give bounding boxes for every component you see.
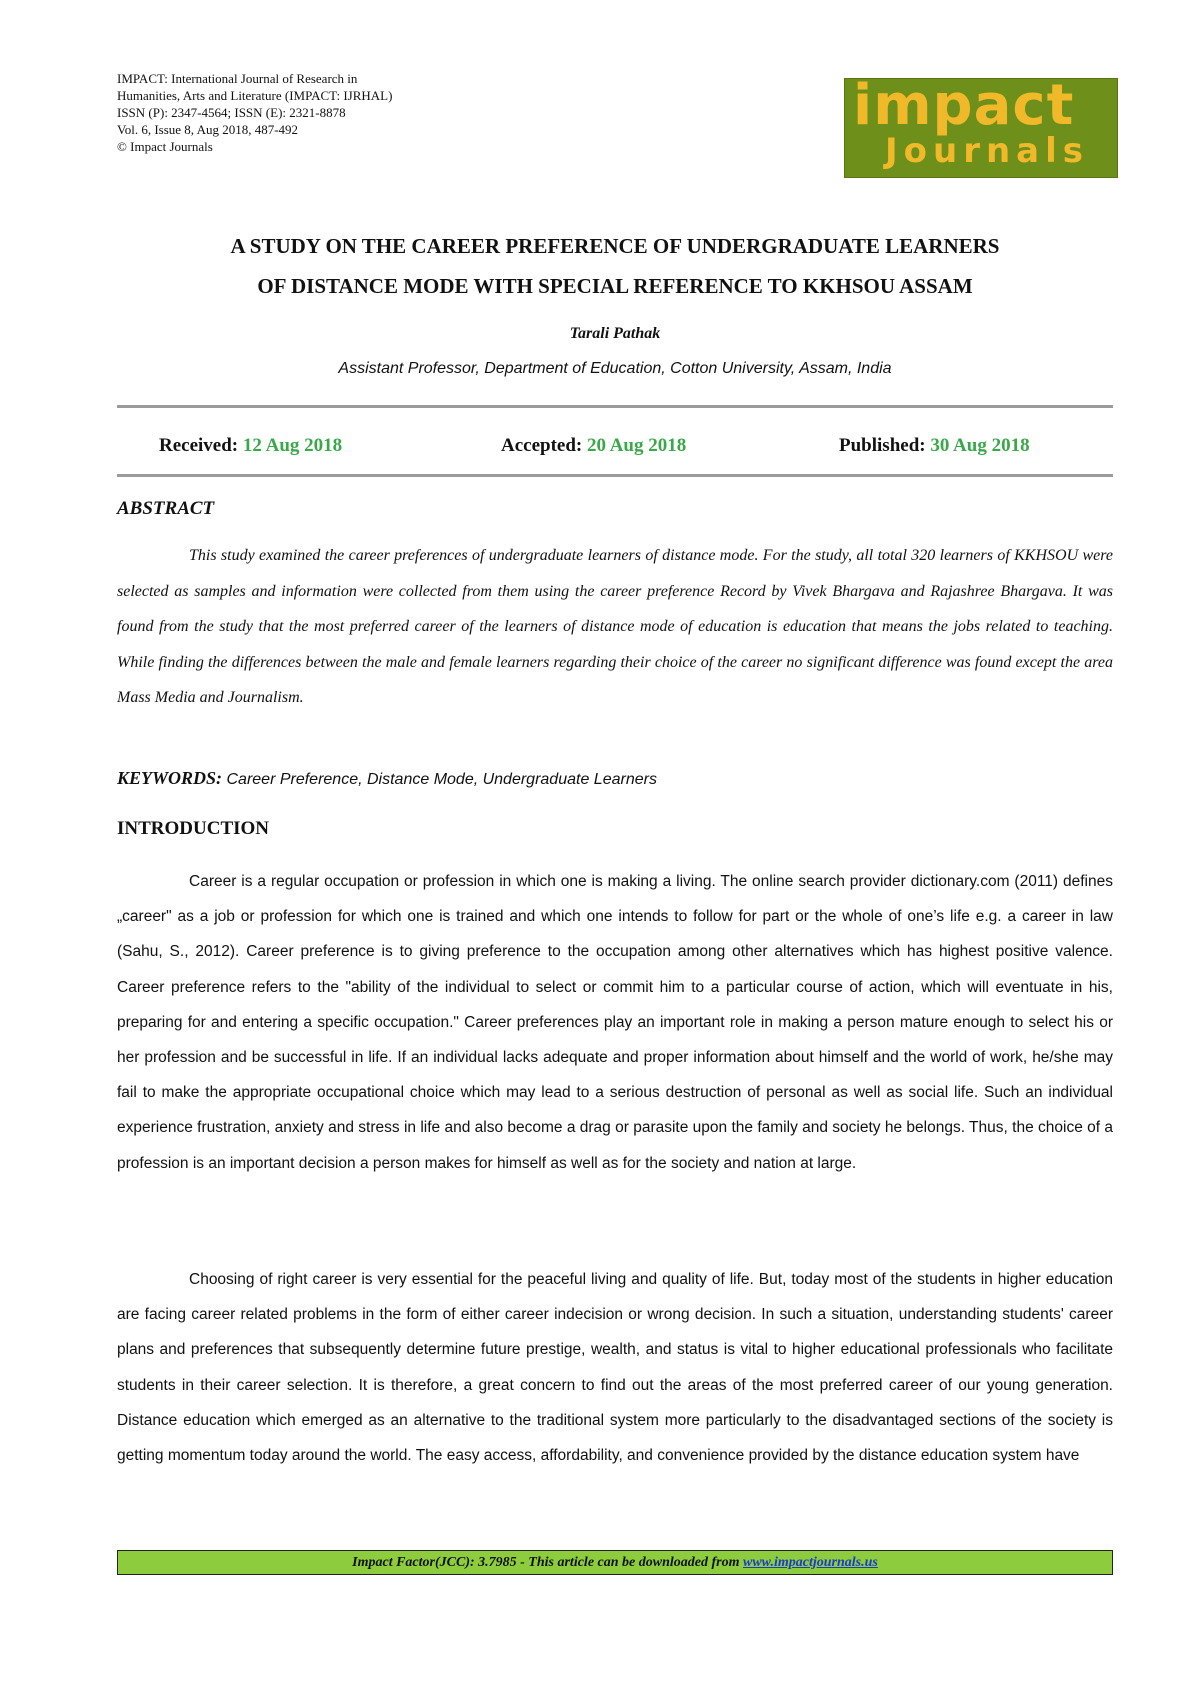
title-line-1: A STUDY ON THE CAREER PREFERENCE OF UNDERGRADUATE LEARNERS <box>230 234 1000 258</box>
abstract-text: This study examined the career preferences of undergraduate learners of distance mode. For the study, all total 320 learners of KKHSOU were selected as samples and information were collected from them using the career preference Record by Vivek Bhargava and Rajashree Bhargava. It was found from the study that the most preferred career of the learners of distance mode of education is education that means the jobs related to teaching. While finding the differences between the male and female learners regarding their choice of the career no significant difference was found except the area Mass Media and Journalism. <box>117 547 1113 706</box>
keywords-label: KEYWORDS: <box>117 768 223 788</box>
accepted-value: 20 Aug 2018 <box>587 435 687 456</box>
published-value: 30 Aug 2018 <box>930 435 1030 456</box>
bottom-divider <box>117 474 1113 477</box>
logo-text-top: impact <box>853 78 1075 138</box>
footer-bar <box>117 1550 1113 1575</box>
accepted-date <box>501 435 686 457</box>
top-divider <box>117 405 1113 408</box>
author-name: Tarali Pathak <box>569 325 661 342</box>
author-affiliation: Assistant Professor, Department of Education, Cotton University, Assam, India <box>338 360 892 377</box>
received-date <box>159 435 342 457</box>
journal-line-3: ISSN (P): 2347-4564; ISSN (E): 2321-8878 <box>117 105 346 120</box>
journal-line-4: Vol. 6, Issue 8, Aug 2018, 487-492 <box>117 122 299 137</box>
paper-title <box>117 226 1113 306</box>
keywords-text: Career Preference, Distance Mode, Undergraduate Learners <box>226 771 657 788</box>
abstract-heading: ABSTRACT <box>117 498 215 519</box>
dates-row <box>117 435 1113 465</box>
journal-line-1: IMPACT: International Journal of Research in <box>117 71 358 86</box>
footer-text: Impact Factor(JCC): 3.7985 - This article can be downloaded from <box>352 1555 740 1570</box>
journal-line-2: Humanities, Arts and Literature (IMPACT: IJRHAL) <box>117 88 393 103</box>
journal-line-5: © Impact Journals <box>117 139 213 154</box>
footer-link[interactable]: www.impactjournals.us <box>742 1555 878 1570</box>
published-date <box>839 435 1030 457</box>
impact-journals-logo <box>844 78 1118 178</box>
title-line-2: OF DISTANCE MODE WITH SPECIAL REFERENCE TO KKHSOU ASSAM <box>257 274 973 298</box>
introduction-heading: INTRODUCTION <box>117 818 270 839</box>
published-label: Published: <box>839 435 926 456</box>
keywords <box>117 768 657 789</box>
accepted-label: Accepted: <box>501 435 583 456</box>
received-label: Received: <box>159 435 239 456</box>
logo-text-bottom: Journals <box>885 131 1090 171</box>
received-value: 12 Aug 2018 <box>242 435 343 456</box>
introduction-paragraph-1: Career is a regular occupation or profession in which one is making a living. The online search provider dictionary.com (2011) defines „career" as a job or profession for which one is trained and which one intends to follow for part or the whole of one’s life e.g. a career in law (Sahu, S., 2012). Career preference is to giving preference to the occupation among other alternatives which has highest positive valence. Career preference refers to the "ability of the individual to select or commit him to a particular course of action, which will eventuate in his, preparing for and entering a specific occupation." Career preferences play an important role in making a person mature enough to select his or her profession and be successful in life. If an individual lacks adequate and proper information about himself and the world of work, he/she may fail to make the appropriate occupational choice which may lead to a serious destruction of personal as well as social life. Such an individual experience frustration, anxiety and stress in life and also become a drag or parasite upon the family and society he belongs. Thus, the choice of a profession is an important decision a person makes for himself as well as for the society and nation at large. <box>117 873 1113 1172</box>
journal-info <box>117 70 392 155</box>
introduction-paragraph-2: Choosing of right career is very essential for the peaceful living and quality of life. But, today most of the students in higher education are facing career related problems in the form of either career indecision or wrong decision. In such a situation, understanding students' career plans and preferences that subsequently determine future prestige, wealth, and status is vital to higher educational professionals who facilitate students in their career selection. It is therefore, a great concern to find out the areas of the most preferred career of our young generation. Distance education which emerged as an alternative to the traditional system more particularly to the disadvantaged sections of the society is getting momentum today around the world. The easy access, affordability, and convenience provided by the distance education system have <box>117 1271 1113 1465</box>
